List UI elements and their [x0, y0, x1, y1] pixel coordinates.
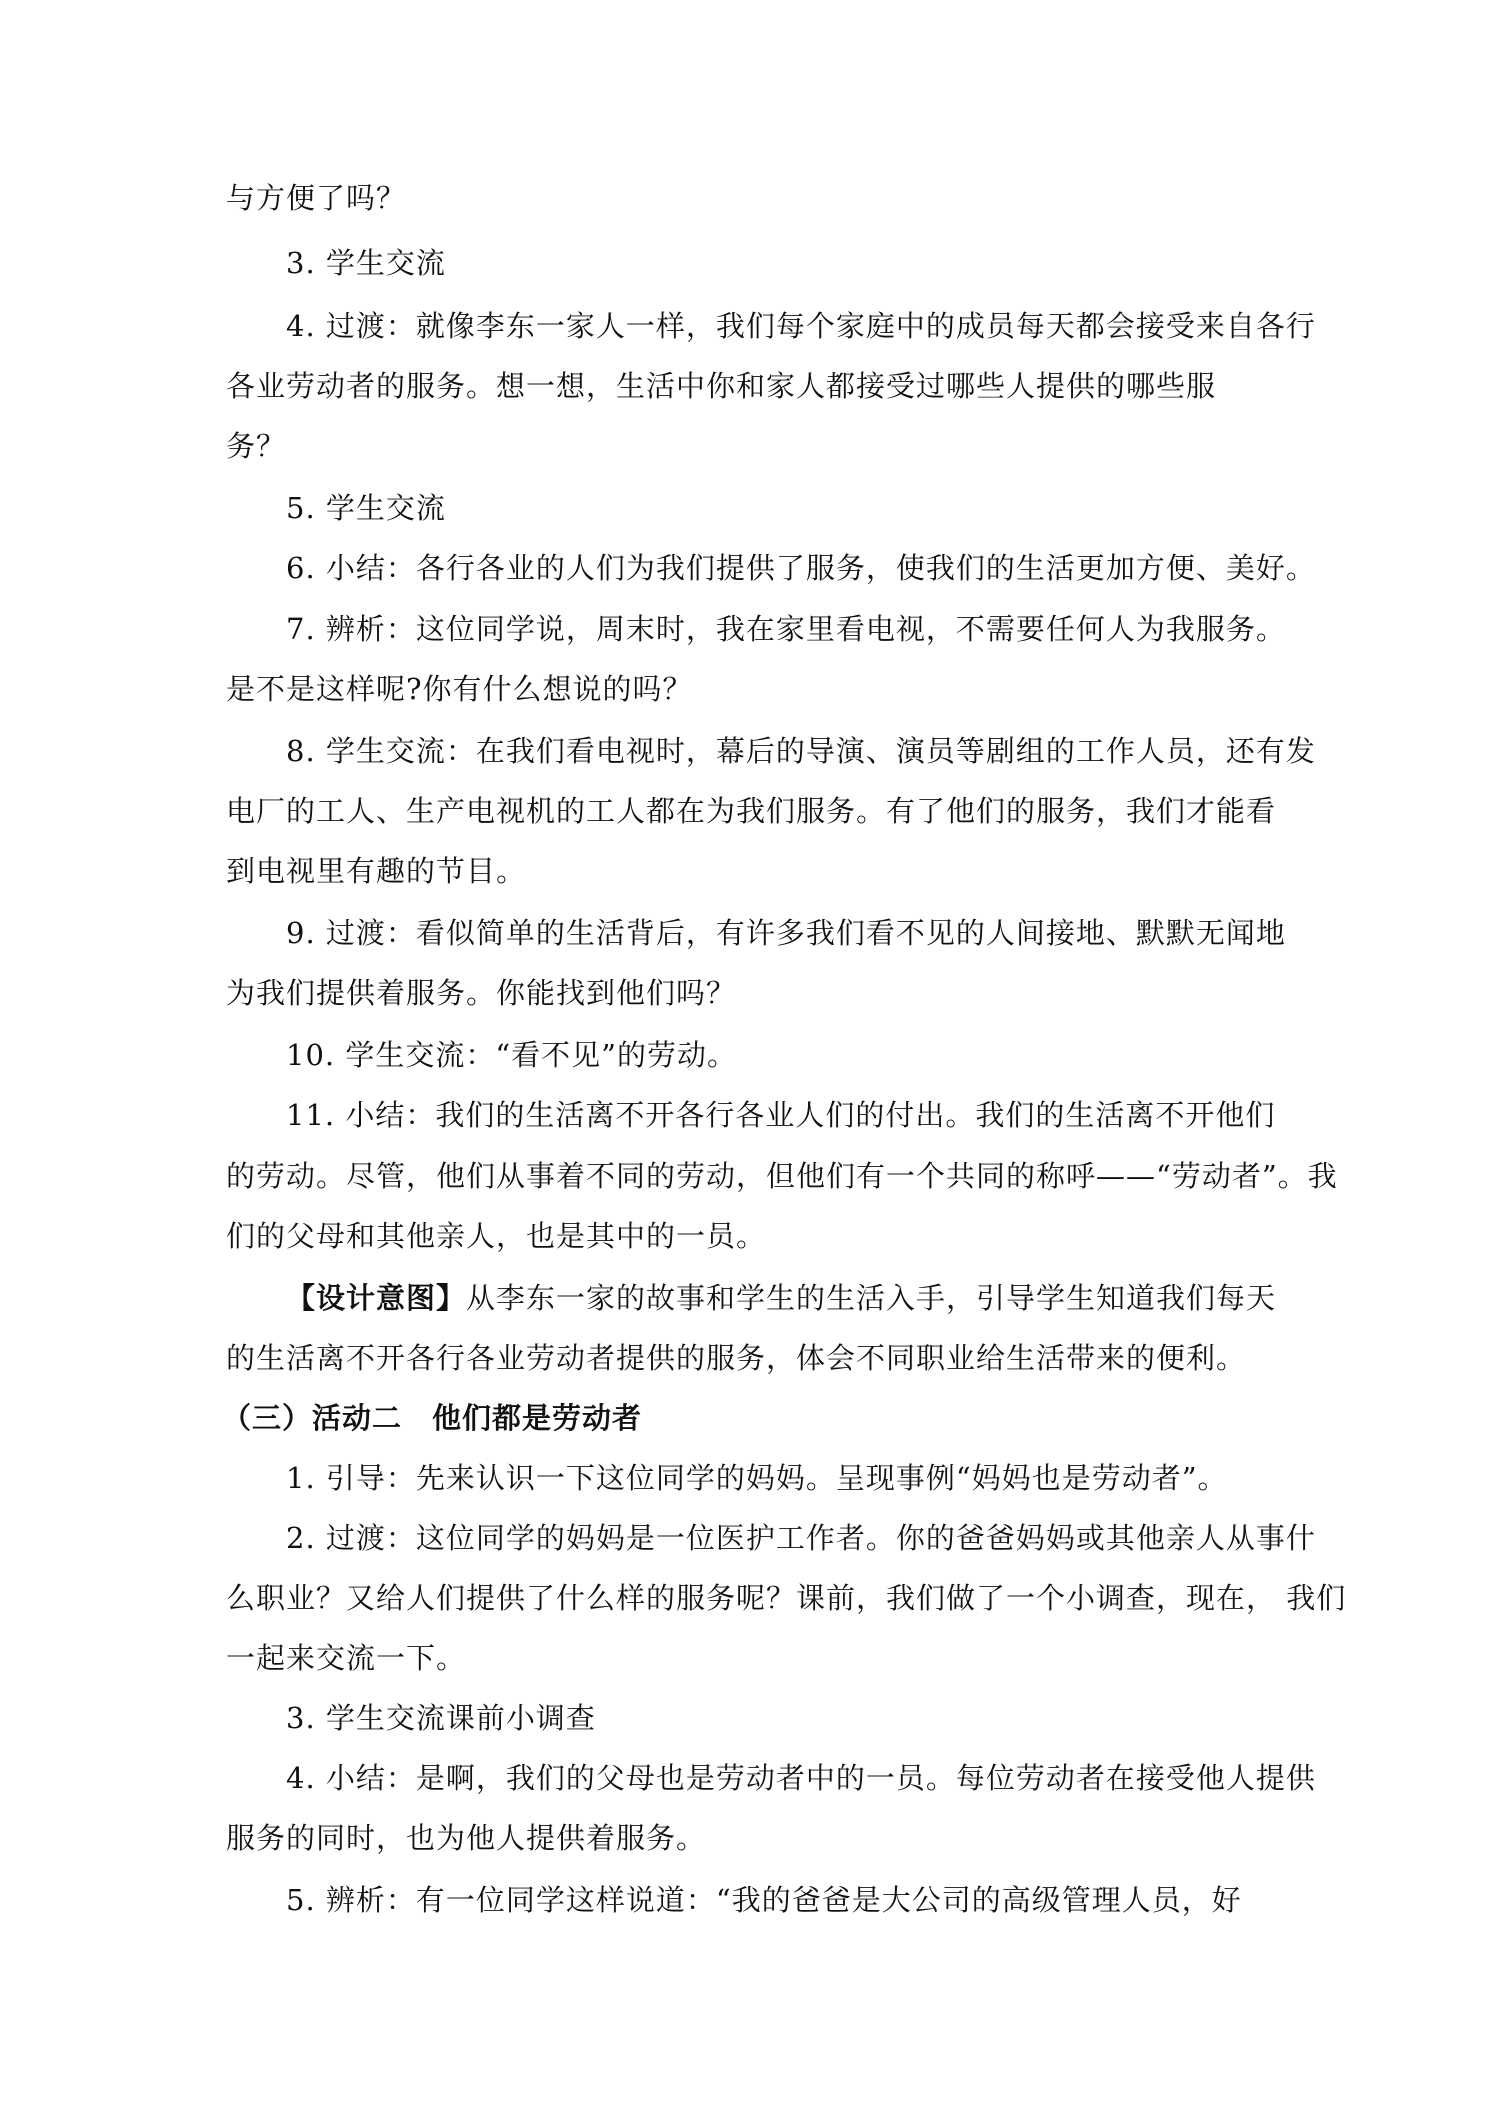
design-intent-line	[286, 1278, 1276, 1318]
text-line: 是不是这样呢?你有什么想说的吗？	[226, 672, 693, 706]
design-intent-line: 的生活离不开各行各业劳动者提供的服务，体会不同职业给生活带来的便利。	[226, 1341, 1247, 1375]
text-line: 3. 学生交流	[286, 246, 446, 280]
text-line: 们的父母和其他亲人，也是其中的一员。	[226, 1219, 767, 1253]
text-line: 4. 过渡：就像李东一家人一样，我们每个家庭中的成员每天都会接受来自各行	[286, 309, 1316, 343]
text-line: 6. 小结：各行各业的人们为我们提供了服务，使我们的生活更加方便、美好。	[286, 551, 1316, 585]
text-line: 么职业？又给人们提供了什么样的服务呢？课前，我们做了一个小调查，现在， 我们	[226, 1581, 1347, 1615]
text-line: 一起来交流一下。	[226, 1641, 467, 1675]
design-intent-text: 从李东一家的故事和学生的生活入手，引导学生知道我们每天	[466, 1281, 1277, 1315]
text-line: 10. 学生交流：“看不见”的劳动。	[286, 1038, 737, 1072]
text-line: 11. 小结：我们的生活离不开各行各业人们的付出。我们的生活离不开他们	[286, 1098, 1276, 1132]
text-line: 与方便了吗？	[226, 181, 407, 215]
text-line: 务？	[226, 429, 287, 463]
text-line: 5. 学生交流	[286, 491, 446, 525]
text-line: 为我们提供着服务。你能找到他们吗？	[226, 976, 737, 1010]
text-line: 1. 引导：先来认识一下这位同学的妈妈。呈现事例“妈妈也是劳动者”。	[286, 1461, 1228, 1495]
section-heading: （三）活动二 他们都是劳动者	[222, 1401, 643, 1435]
text-line: 8. 学生交流：在我们看电视时，幕后的导演、演员等剧组的工作人员，还有发	[286, 734, 1316, 768]
text-line: 2. 过渡：这位同学的妈妈是一位医护工作者。你的爸爸妈妈或其他亲人从事什	[286, 1521, 1316, 1555]
text-line: 服务的同时，也为他人提供着服务。	[226, 1821, 707, 1855]
design-intent-label: 【设计意图】	[286, 1281, 467, 1315]
text-line: 到电视里有趣的节目。	[226, 854, 527, 888]
text-line: 9. 过渡：看似简单的生活背后，有许多我们看不见的人间接地、默默无闻地	[286, 916, 1286, 950]
text-line: 7. 辨析：这位同学说，周末时，我在家里看电视，不需要任何人为我服务。	[286, 612, 1286, 646]
text-line: 的劳动。尽管，他们从事着不同的劳动，但他们有一个共同的称呼——“劳动者”。我	[226, 1159, 1338, 1193]
text-line: 各业劳动者的服务。想一想，生活中你和家人都接受过哪些人提供的哪些服	[226, 369, 1217, 403]
text-line: 5. 辨析：有一位同学这样说道：“我的爸爸是大公司的高级管理人员，好	[286, 1883, 1242, 1917]
text-line: 电厂的工人、生产电视机的工人都在为我们服务。有了他们的服务，我们才能看	[226, 794, 1277, 828]
text-line: 4. 小结：是啊，我们的父母也是劳动者中的一员。每位劳动者在接受他人提供	[286, 1761, 1316, 1795]
text-line: 3. 学生交流课前小调查	[286, 1701, 596, 1735]
